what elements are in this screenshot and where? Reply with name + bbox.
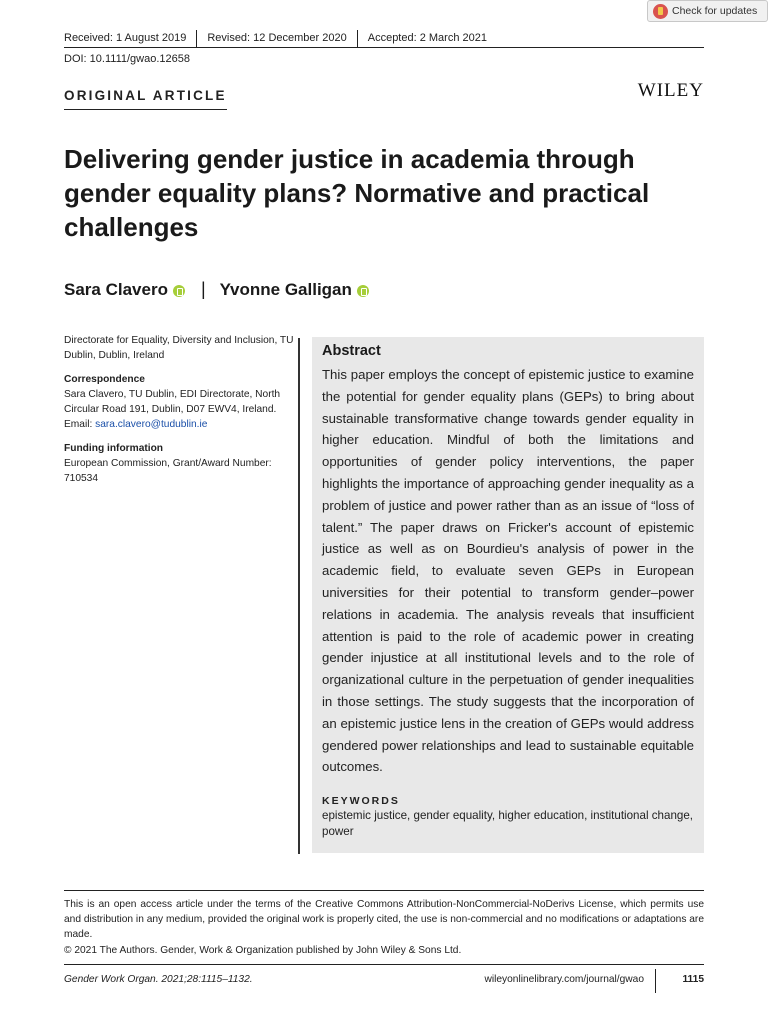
journal-citation: Gender Work Organ. 2021;28:1115–1132. xyxy=(64,974,253,985)
keywords-text: epistemic justice, gender equality, higher education, institutional change, power xyxy=(322,809,694,838)
accepted-date: Accepted: 2 March 2021 xyxy=(357,30,497,47)
article-type: ORIGINAL ARTICLE xyxy=(64,88,227,110)
license-notice: This is an open access article under the terms of the Creative Commons Attribution-NonCommercial-NoDerivs License, which permits use and distribution in any medium, provided the original work is properly cited, the use is non-commercial and no modifications or adaptations are made. xyxy=(64,890,704,942)
funding-text: European Commission, Grant/Award Number: 710534 xyxy=(64,458,272,484)
column-divider xyxy=(298,338,300,854)
author-name[interactable]: Sara Clavero xyxy=(64,279,168,299)
author-separator: | xyxy=(200,279,206,299)
submission-dates xyxy=(64,30,704,48)
check-for-updates-button[interactable] xyxy=(647,0,768,22)
correspondence-heading: Correspondence xyxy=(64,374,145,385)
orcid-icon[interactable] xyxy=(357,285,369,297)
author-name[interactable]: Yvonne Galligan xyxy=(219,279,352,299)
copyright-notice: © 2021 The Authors. Gender, Work & Organization published by John Wiley & Sons Ltd. xyxy=(64,945,462,956)
journal-url[interactable]: wileyonlinelibrary.com/journal/gwao xyxy=(484,974,644,985)
doi: DOI: 10.1111/gwao.12658 xyxy=(64,53,190,65)
received-date: Received: 1 August 2019 xyxy=(64,32,187,44)
email-link[interactable]: sara.clavero@tudublin.ie xyxy=(95,419,208,430)
affiliation: Directorate for Equality, Diversity and Inclusion, TU Dublin, Dublin, Ireland xyxy=(64,335,294,361)
email-label: Email: xyxy=(64,419,96,430)
funding-heading: Funding information xyxy=(64,443,164,454)
page-number: 1115 xyxy=(682,974,704,985)
footer-divider xyxy=(655,969,656,993)
check-for-updates-label: Check for updates xyxy=(672,5,758,17)
page-footer xyxy=(64,964,704,994)
revised-date: Revised: 12 December 2020 xyxy=(196,30,356,47)
publisher-logo: WILEY xyxy=(637,80,704,101)
author-list xyxy=(64,279,369,300)
abstract-box xyxy=(312,337,704,853)
bookmark-icon xyxy=(653,4,668,19)
abstract-text: This paper employs the concept of epistemic justice to examine the potential for gender equality plans (GEPs) to bring about sustainable transformative change towards gender equality in higher education. Mindful of both the limitations and opportunities of gender policy interventions, the paper highlights the importance of approaching gender inequality as a problem of justice and power rather than as an issue of “loss of talent.” The paper draws on Fricker's account of epistemic justice as well as on Bourdieu's analysis of power in the academic field, to evaluate seven GEPs in European universities for their potential to transform gender–power relations in academia. The analysis reveals that insufficient attention is paid to the role of academic power in creating gender injustice at all institutional levels and to the role of organizational culture in the perpetuation of gender inequalities in those settings. The study suggests that the incorporation of an epistemic justice lens in the creation of GEPs would address gendered power relationships and lead to sustainable equitable outcomes. xyxy=(322,367,694,775)
article-title: Delivering gender justice in academia through gender equality plans? Normative and practical challenges xyxy=(64,144,650,242)
correspondence-email xyxy=(64,417,294,432)
funding-information xyxy=(64,441,294,486)
correspondence-address: Sara Clavero, TU Dublin, EDI Directorate, North Circular Road 191, Dublin, D07 EWV4, Ireland. xyxy=(64,389,281,415)
abstract-heading: Abstract xyxy=(322,343,381,359)
article-info-sidebar xyxy=(64,333,294,495)
keywords-heading: KEYWORDS xyxy=(322,795,400,808)
orcid-icon[interactable] xyxy=(173,285,185,297)
correspondence xyxy=(64,372,294,432)
